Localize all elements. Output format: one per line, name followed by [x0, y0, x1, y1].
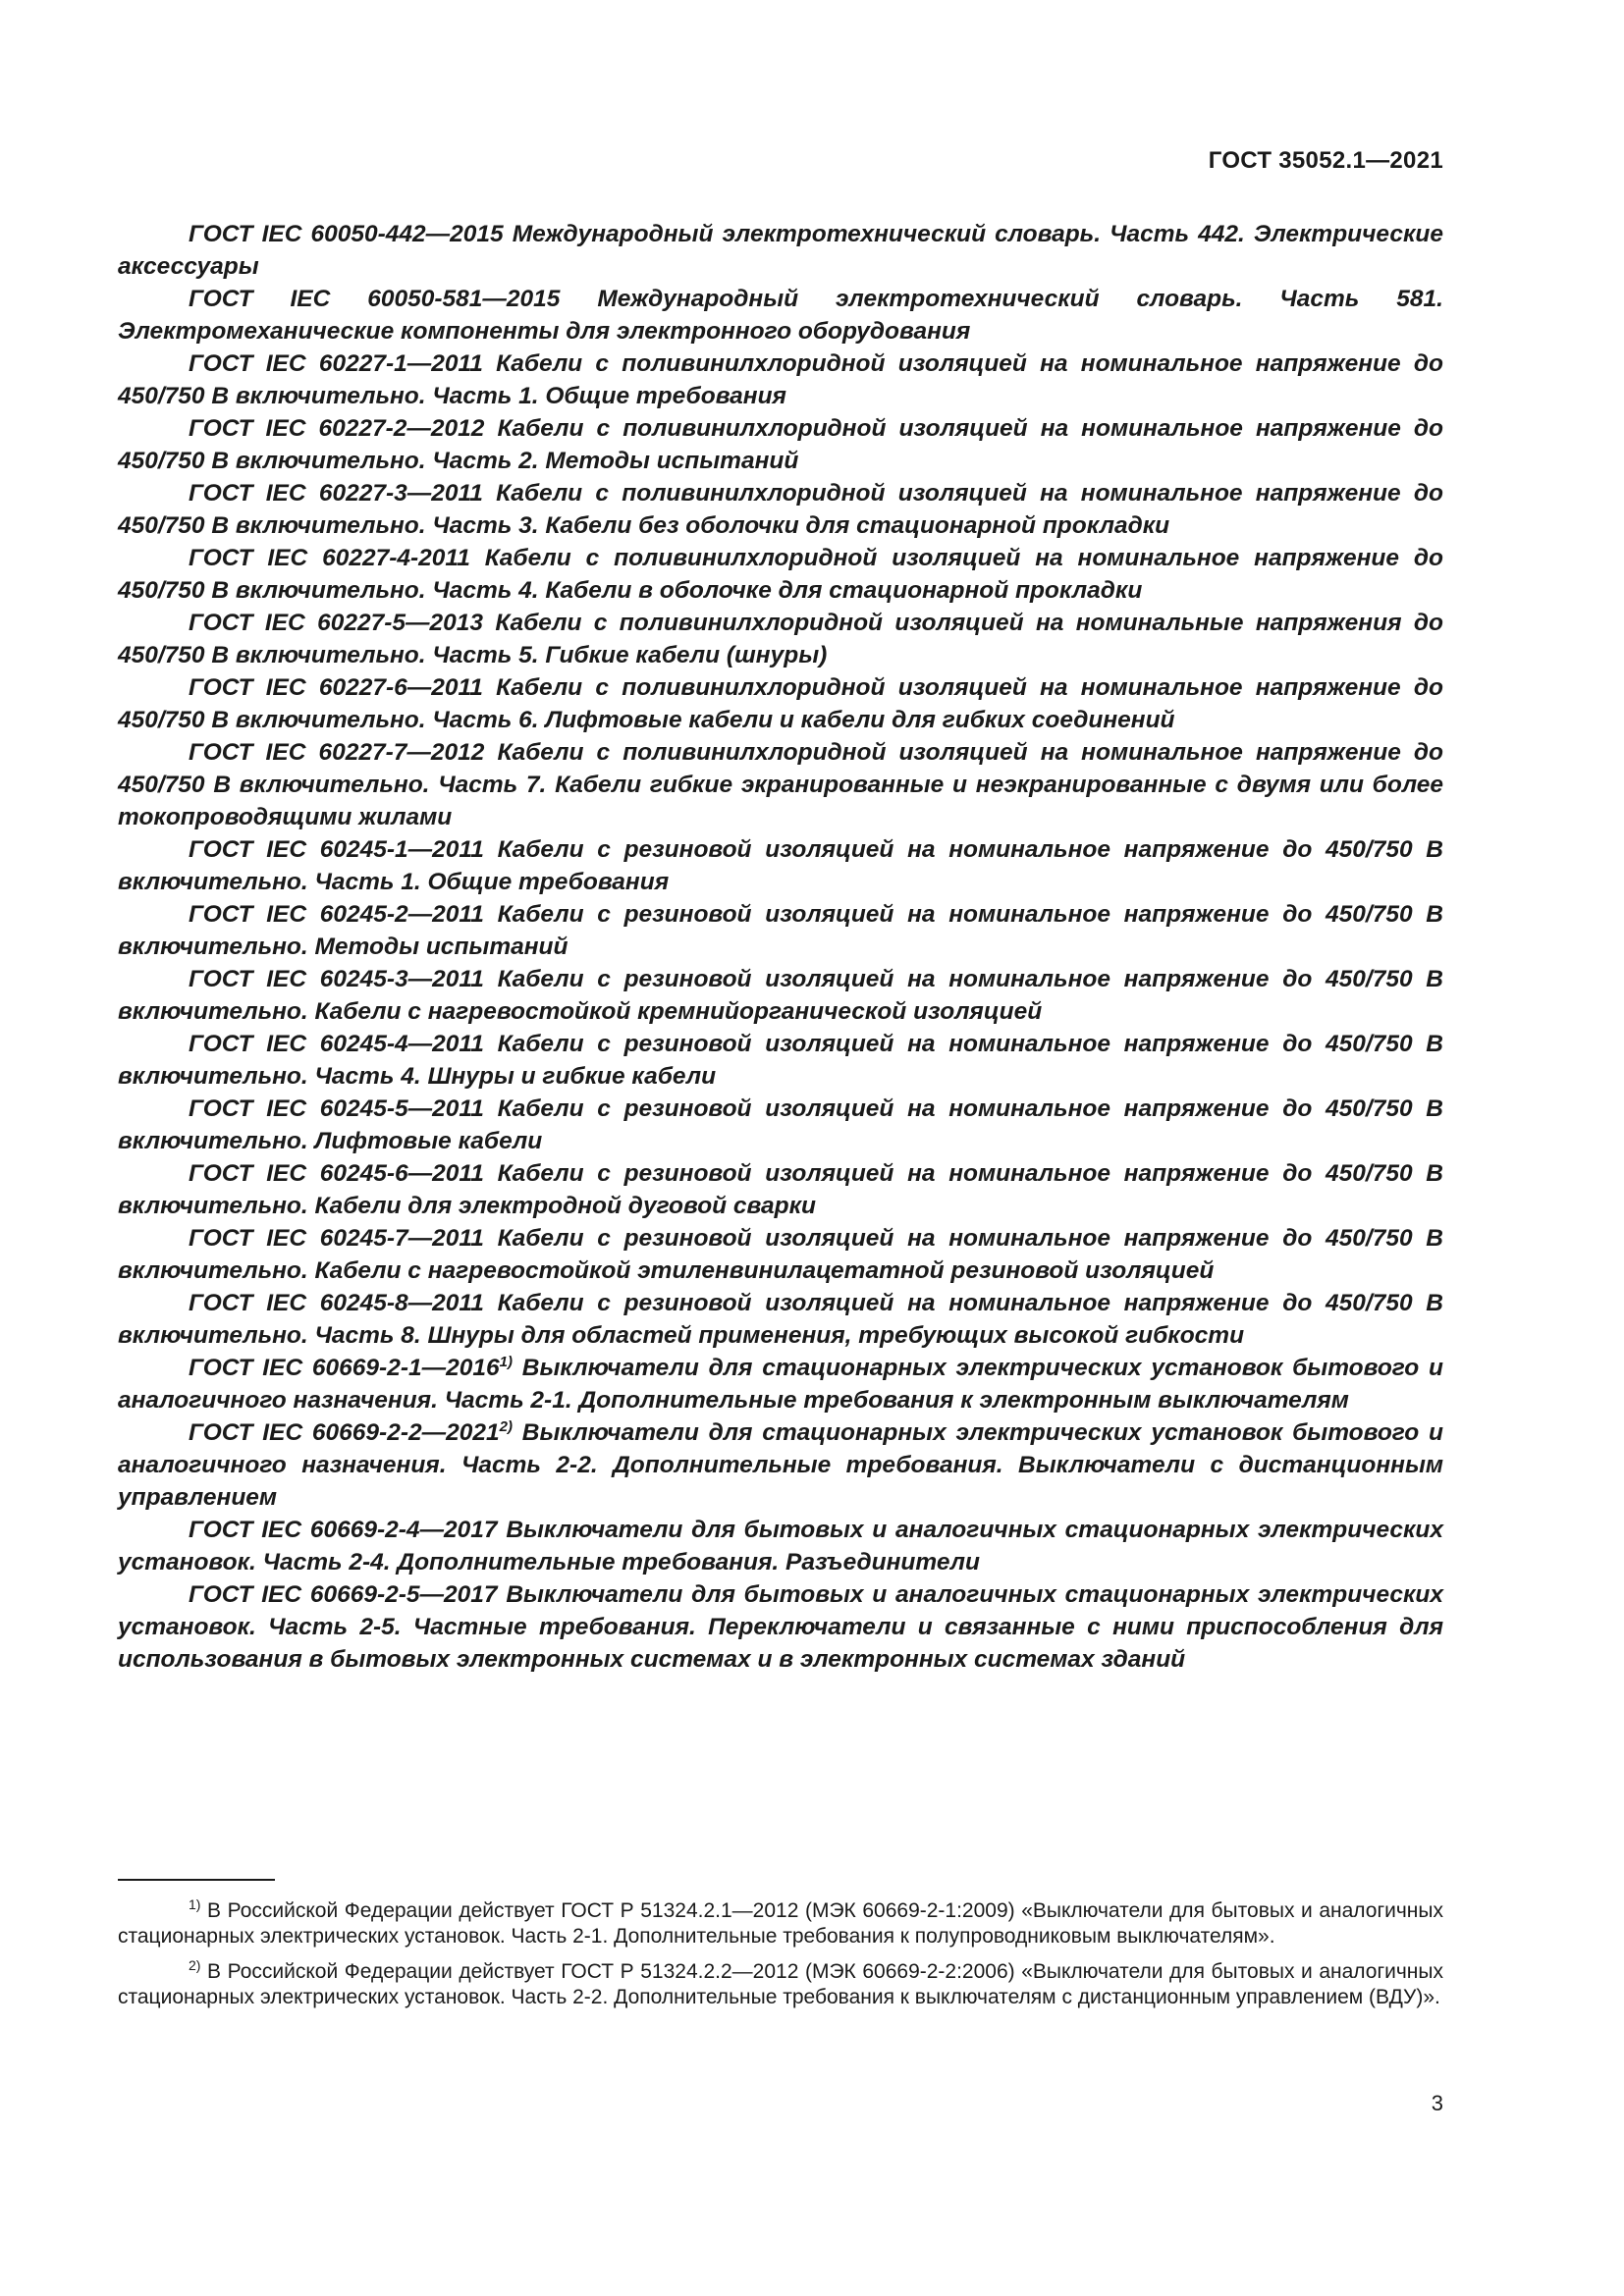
reference-item	[118, 542, 1443, 607]
reference-code: ГОСТ IEC 60669-2-1—2016	[189, 1355, 500, 1381]
reference-code: ГОСТ IEC 60227-2—2012	[189, 415, 485, 442]
reference-title: Кабели с поливинилхлоридной изоляцией на номинальное напряжение до 450/750 В включительно. Часть 6. Лифтовые кабели и кабели для гибких соединений	[118, 674, 1443, 733]
reference-item	[118, 1514, 1443, 1578]
footnote-text: В Российской Федерации действует ГОСТ Р 51324.2.2—2012 (МЭК 60669-2-2:2006) «Выключатели для бытовых и аналогичных стационарных электрических установок. Часть 2-2. Дополнительные требования к выключателям с дистанционным управлением (ВДУ)».	[118, 1960, 1443, 2008]
reference-item	[118, 607, 1443, 671]
reference-item	[118, 218, 1443, 283]
footnote-mark: 2)	[189, 1957, 201, 1973]
footnote-mark: 1)	[189, 1896, 201, 1912]
reference-code: ГОСТ IEC 60245-5—2011	[189, 1095, 484, 1122]
reference-code: ГОСТ IEC 60669-2-4—2017	[189, 1517, 498, 1543]
reference-title: Кабели с резиновой изоляцией на номинальное напряжение до 450/750 В включительно. Часть 8. Шнуры для областей применения, требующих высокой гибкости	[118, 1290, 1443, 1349]
reference-item	[118, 1287, 1443, 1352]
reference-title: Кабели с резиновой изоляцией на номинальное напряжение до 450/750 В включительно. Кабели с нагревостойкой этиленвинилацетатной резиновой изоляцией	[118, 1225, 1443, 1284]
footnote-marker[interactable]: 2)	[499, 1417, 513, 1435]
reference-title: Кабели с резиновой изоляцией на номинальное напряжение до 450/750 В включительно. Часть 1. Общие требования	[118, 836, 1443, 895]
reference-code: ГОСТ IEC 60227-6—2011	[189, 674, 483, 701]
reference-title: Кабели с резиновой изоляцией на номинальное напряжение до 450/750 В включительно. Лифтовые кабели	[118, 1095, 1443, 1154]
reference-item	[118, 671, 1443, 736]
reference-title: Кабели с поливинилхлоридной изоляцией на номинальное напряжение до 450/750 В включительно. Часть 1. Общие требования	[118, 350, 1443, 409]
reference-title: Кабели с резиновой изоляцией на номинальное напряжение до 450/750 В включительно. Кабели с нагревостойкой кремнийорганической изоляцией	[118, 966, 1443, 1025]
document-code-header: ГОСТ 35052.1—2021	[1208, 147, 1443, 174]
reference-code: ГОСТ IEC 60245-6—2011	[189, 1160, 484, 1187]
reference-title: Международный электротехнический словарь. Часть 581. Электромеханические компоненты для электронного оборудования	[118, 286, 1443, 345]
reference-code: ГОСТ IEC 60669-2-2—2021	[189, 1419, 500, 1446]
reference-code: ГОСТ IEC 60245-1—2011	[189, 836, 484, 863]
footnote-marker[interactable]: 1)	[499, 1353, 513, 1370]
reference-item	[118, 1157, 1443, 1222]
reference-title: Кабели с резиновой изоляцией на номинальное напряжение до 450/750 В включительно. Часть 4. Шнуры и гибкие кабели	[118, 1031, 1443, 1090]
reference-title: Кабели с поливинилхлоридной изоляцией на номинальное напряжение до 450/750 В включительно. Часть 2. Методы испытаний	[118, 415, 1444, 474]
reference-item	[118, 1352, 1443, 1416]
footnote-item	[118, 1898, 1443, 1949]
reference-code: ГОСТ IEC 60227-3—2011	[189, 480, 483, 507]
footnote-text: В Российской Федерации действует ГОСТ Р 51324.2.1—2012 (МЭК 60669-2-1:2009) «Выключатели для бытовых и аналогичных стационарных электрических установок. Часть 2-1. Дополнительные требования к полупроводниковым выключателям».	[118, 1899, 1443, 1948]
reference-item	[118, 833, 1443, 898]
reference-code: ГОСТ IEC 60050-581—2015	[189, 286, 561, 312]
reference-item	[118, 1028, 1443, 1093]
footnote-item	[118, 1959, 1443, 2010]
reference-title: Выключатели для стационарных электрических установок бытового и аналогичного назначения. Часть 2-1. Дополнительные требования к электронным выключателям	[118, 1355, 1443, 1414]
reference-item	[118, 963, 1443, 1028]
normative-references-list	[118, 218, 1443, 1676]
reference-item	[118, 898, 1443, 963]
reference-title: Кабели с поливинилхлоридной изоляцией на номинальные напряжения до 450/750 В включительно. Часть 5. Гибкие кабели (шнуры)	[118, 610, 1443, 668]
reference-code: ГОСТ IEC 60245-2—2011	[189, 901, 484, 928]
reference-code: ГОСТ IEC 60245-4—2011	[189, 1031, 484, 1057]
reference-code: ГОСТ IEC 60227-7—2012	[189, 739, 485, 766]
reference-title: Кабели с резиновой изоляцией на номинальное напряжение до 450/750 В включительно. Методы испытаний	[118, 901, 1443, 960]
reference-title: Кабели с резиновой изоляцией на номинальное напряжение до 450/750 В включительно. Кабели для электродной дуговой сварки	[118, 1160, 1443, 1219]
reference-code: ГОСТ IEC 60669-2-5—2017	[189, 1581, 498, 1608]
reference-code: ГОСТ IEC 60227-4-2011	[189, 545, 470, 571]
reference-item	[118, 736, 1443, 833]
reference-code: ГОСТ IEC 60227-5—2013	[189, 610, 484, 636]
reference-code: ГОСТ IEC 60245-8—2011	[189, 1290, 484, 1316]
reference-code: ГОСТ IEC 60227-1—2011	[189, 350, 483, 377]
reference-title: Кабели с поливинилхлоридной изоляцией на номинальное напряжение до 450/750 В включительно. Часть 7. Кабели гибкие экранированные и неэкранированные с двумя или более токопроводящими жилами	[118, 739, 1444, 830]
reference-item	[118, 347, 1443, 412]
footnotes	[118, 1898, 1443, 2020]
reference-item	[118, 1222, 1443, 1287]
reference-title: Выключатели для бытовых и аналогичных стационарных электрических установок. Часть 2-4. Дополнительные требования. Разъединители	[118, 1517, 1444, 1575]
reference-title: Международный электротехнический словарь. Часть 442. Электрические аксессуары	[118, 221, 1443, 280]
reference-item	[118, 1093, 1443, 1157]
reference-item	[118, 283, 1443, 347]
reference-title: Кабели с поливинилхлоридной изоляцией на номинальное напряжение до 450/750 В включительно. Часть 4. Кабели в оболочке для стационарной прокладки	[118, 545, 1443, 604]
reference-code: ГОСТ IEC 60245-3—2011	[189, 966, 484, 992]
reference-title: Выключатели для бытовых и аналогичных стационарных электрических установок. Часть 2-5. Частные требования. Переключатели и связанные с ними приспособления для использования в бытовых электронных системах и в электронных системах зданий	[118, 1581, 1444, 1673]
reference-item	[118, 477, 1443, 542]
page-number: 3	[1431, 2091, 1443, 2115]
reference-code: ГОСТ IEC 60245-7—2011	[189, 1225, 484, 1252]
footnote-separator	[118, 1879, 275, 1881]
reference-code: ГОСТ IEC 60050-442—2015	[189, 221, 504, 247]
reference-item	[118, 412, 1443, 477]
reference-item	[118, 1578, 1443, 1676]
reference-title: Кабели с поливинилхлоридной изоляцией на номинальное напряжение до 450/750 В включительно. Часть 3. Кабели без оболочки для стационарной прокладки	[118, 480, 1443, 539]
reference-title: Выключатели для стационарных электрических установок бытового и аналогичного назначения. Часть 2-2. Дополнительные требования. Выключатели с дистанционным управлением	[118, 1419, 1443, 1511]
reference-item	[118, 1416, 1443, 1514]
